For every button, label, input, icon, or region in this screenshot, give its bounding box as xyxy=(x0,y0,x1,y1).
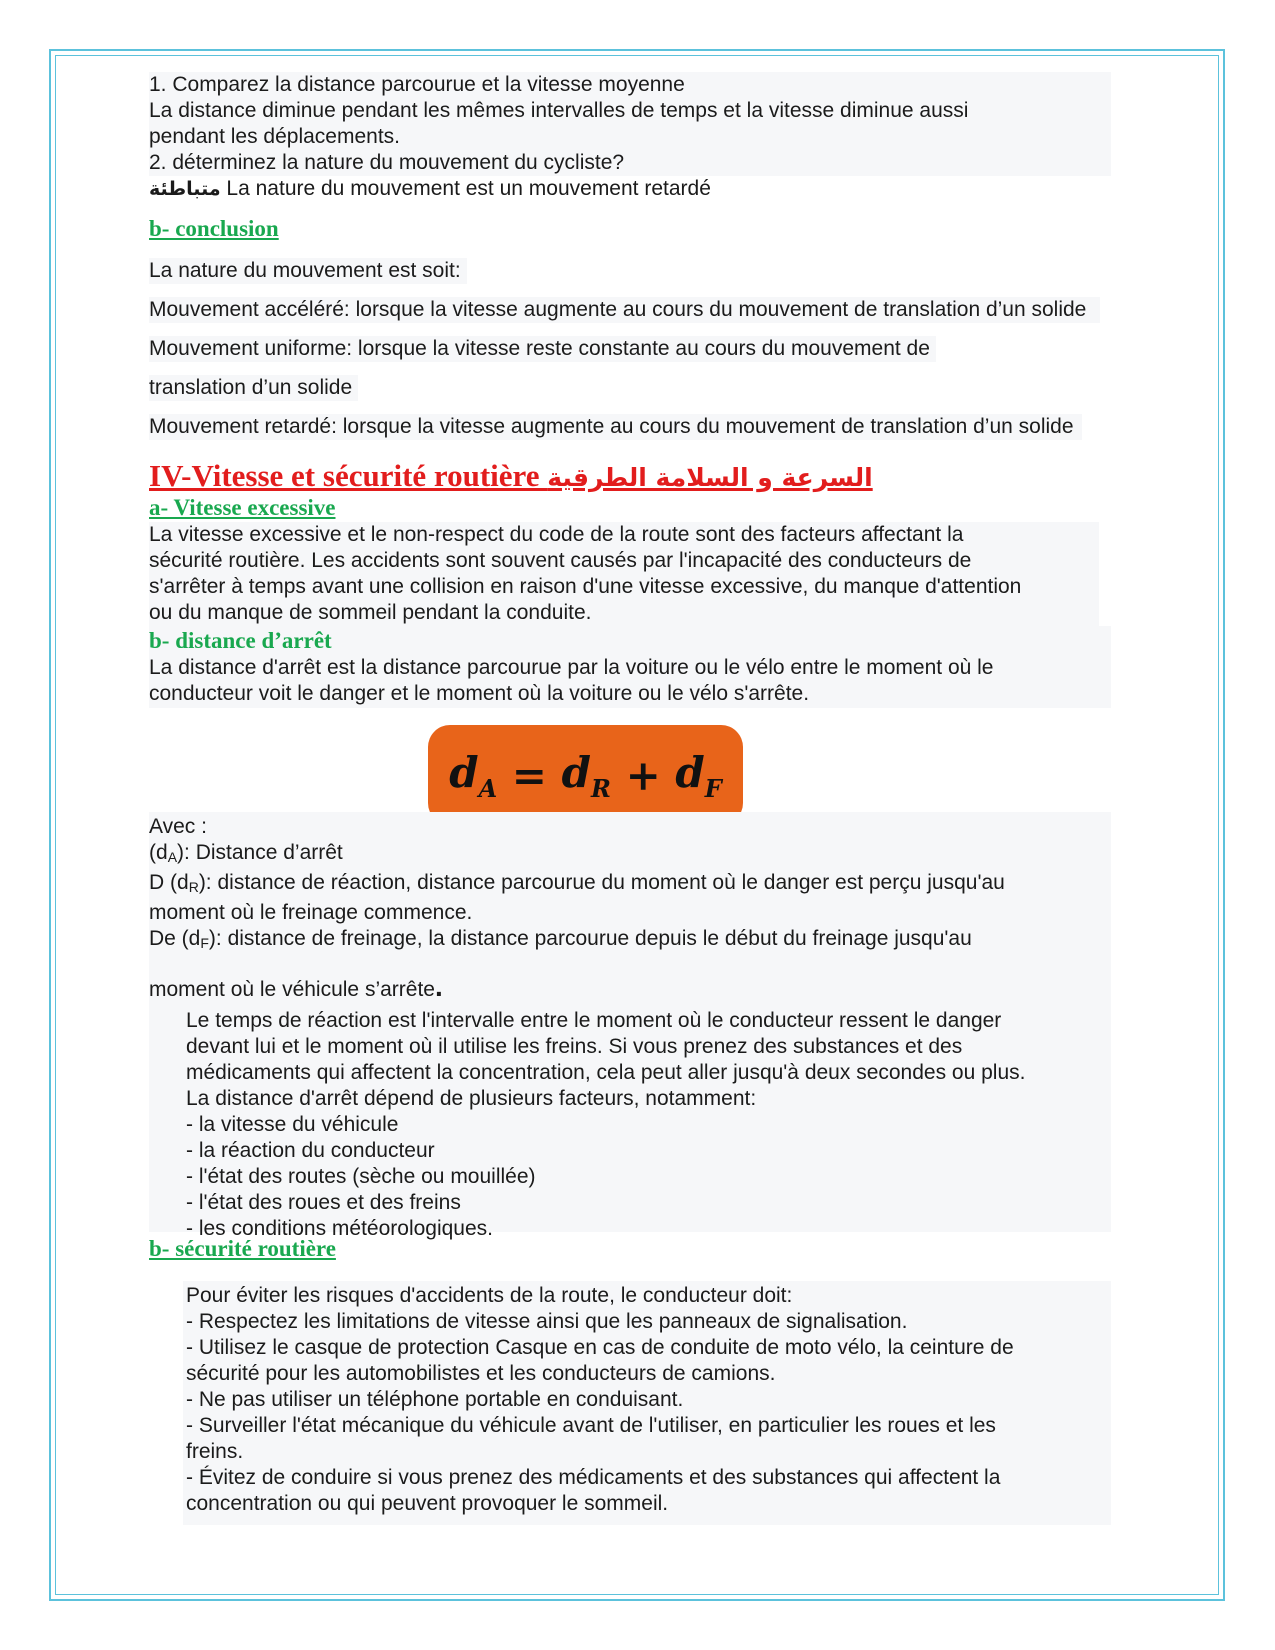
conclusion-retarde: Mouvement retardé: lorsque la vitesse augmente au cours du mouvement de translation d’un solide xyxy=(149,414,1082,440)
formula-equals: = xyxy=(497,750,562,800)
factor-item: - l'état des routes (sèche ou mouillée) xyxy=(186,1165,536,1188)
securite-heading: b- sécurité routière xyxy=(149,1236,336,1261)
formula-plus: + xyxy=(610,750,676,800)
securite-line: - Évitez de conduire si vous prenez des médicaments et des substances qui affectent la xyxy=(186,1466,1001,1489)
vitesse-excessive-heading: a- Vitesse excessive xyxy=(149,495,336,520)
reaction-text xyxy=(186,1008,1025,1242)
reaction-line: médicaments qui affectent la concentration, cela peut aller jusqu'à deux secondes ou plus. xyxy=(186,1061,1026,1084)
avec-dA: (dA): Distance d’arrêt xyxy=(149,841,343,865)
distance-arret-line: conducteur voit le danger et le moment où la voiture ou le vélo s'arrête. xyxy=(149,682,810,705)
avec-dR: D (dR): distance de réaction, distance parcourue du moment où le danger est perçu jusqu'au xyxy=(149,871,1005,895)
distance-arret-heading: b- distance d’arrêt xyxy=(149,628,332,653)
formula-dR: $d_R$ xyxy=(561,747,611,803)
section-4-title-fr: IV-Vitesse et sécurité routière xyxy=(149,458,540,493)
vitesse-excessive-line: sécurité routière. Les accidents sont souvent causés par l'incapacité des conducteurs de xyxy=(149,549,972,572)
conclusion-accelere: Mouvement accéléré: lorsque la vitesse augmente au cours du mouvement de translation d’un solide xyxy=(149,297,1100,323)
avec-dF: De (dF): distance de freinage, la distance parcourue depuis le début du freinage jusqu'au xyxy=(149,927,972,951)
conclusion-intro: La nature du mouvement est soit: xyxy=(149,258,467,284)
avec-dF-line-2: moment où le véhicule s’arrête. xyxy=(149,971,443,1002)
vitesse-excessive-line: s'arrêter à temps avant une collision en raison d'une vitesse excessive, du manque d'attention xyxy=(149,575,1022,598)
distance-arret-text xyxy=(149,655,994,707)
vitesse-excessive-line: La vitesse excessive et le non-respect du code de la route sont des facteurs affectant la xyxy=(149,523,964,546)
questions-block xyxy=(149,72,1111,176)
answer-2-text: La nature du mouvement est un mouvement retardé xyxy=(220,177,711,200)
formula-dA: $d_A$ xyxy=(449,747,498,803)
section-4-title xyxy=(149,458,873,494)
answer-2-arabic: متباطئة xyxy=(149,178,221,200)
securite-line: freins. xyxy=(186,1440,244,1463)
factor-item: - la réaction du conducteur xyxy=(186,1139,435,1162)
factor-item: - la vitesse du véhicule xyxy=(186,1113,399,1136)
distance-arret-line: La distance d'arrêt est la distance parcourue par la voiture ou le vélo entre le moment où le xyxy=(149,656,994,679)
vitesse-excessive-text xyxy=(149,522,1099,626)
securite-text xyxy=(186,1283,1014,1517)
answer-2 xyxy=(149,176,711,202)
conclusion-heading: b- conclusion xyxy=(149,216,279,241)
reaction-line: devant lui et le moment où il utilise les freins. Si vous prenez des substances et des xyxy=(186,1035,963,1058)
avec-intro: Avec : xyxy=(149,815,207,838)
section-4-title-arabic: السرعة و السلامة الطرقية xyxy=(547,463,873,492)
question-2: 2. déterminez la nature du mouvement du cycliste? xyxy=(149,151,625,174)
securite-line: - Utilisez le casque de protection Casque en cas de conduite de moto vélo, la ceinture de xyxy=(186,1336,1014,1359)
securite-line: concentration ou qui peuvent provoquer le sommeil. xyxy=(186,1492,669,1515)
answer-1-line-2: pendant les déplacements. xyxy=(149,125,401,148)
securite-line: - Ne pas utiliser un téléphone portable en conduisant. xyxy=(186,1388,684,1411)
formula-box xyxy=(428,725,743,825)
avec-dR-line-2: moment où le freinage commence. xyxy=(149,901,473,924)
avec-block xyxy=(149,814,1005,1003)
vitesse-excessive-line: ou du manque de sommeil pendant la conduite. xyxy=(149,601,592,624)
securite-line: Pour éviter les risques d'accidents de la route, le conducteur doit: xyxy=(186,1284,793,1307)
reaction-line: Le temps de réaction est l'intervalle entre le moment où le conducteur ressent le danger xyxy=(186,1009,1002,1032)
reaction-line: La distance d'arrêt dépend de plusieurs facteurs, notamment: xyxy=(186,1087,757,1110)
answer-1-line-1: La distance diminue pendant les mêmes intervalles de temps et la vitesse diminue aussi xyxy=(149,99,969,122)
factor-item: - les conditions météorologiques. xyxy=(186,1217,494,1240)
factor-item: - l'état des roues et des freins xyxy=(186,1191,461,1214)
conclusion-uniforme-line-1: Mouvement uniforme: lorsque la vitesse reste constante au cours du mouvement de xyxy=(149,336,936,362)
securite-line: - Respectez les limitations de vitesse ainsi que les panneaux de signalisation. xyxy=(186,1310,908,1333)
formula-dF: $d_F$ xyxy=(675,747,722,803)
securite-line: - Surveiller l'état mécanique du véhicule avant de l'utiliser, en particulier les roues et les xyxy=(186,1414,996,1437)
conclusion-uniforme-line-2: translation d’un solide xyxy=(149,375,358,401)
securite-line: sécurité pour les automobilistes et les conducteurs de camions. xyxy=(186,1362,776,1385)
question-1: 1. Comparez la distance parcourue et la vitesse moyenne xyxy=(149,73,685,96)
